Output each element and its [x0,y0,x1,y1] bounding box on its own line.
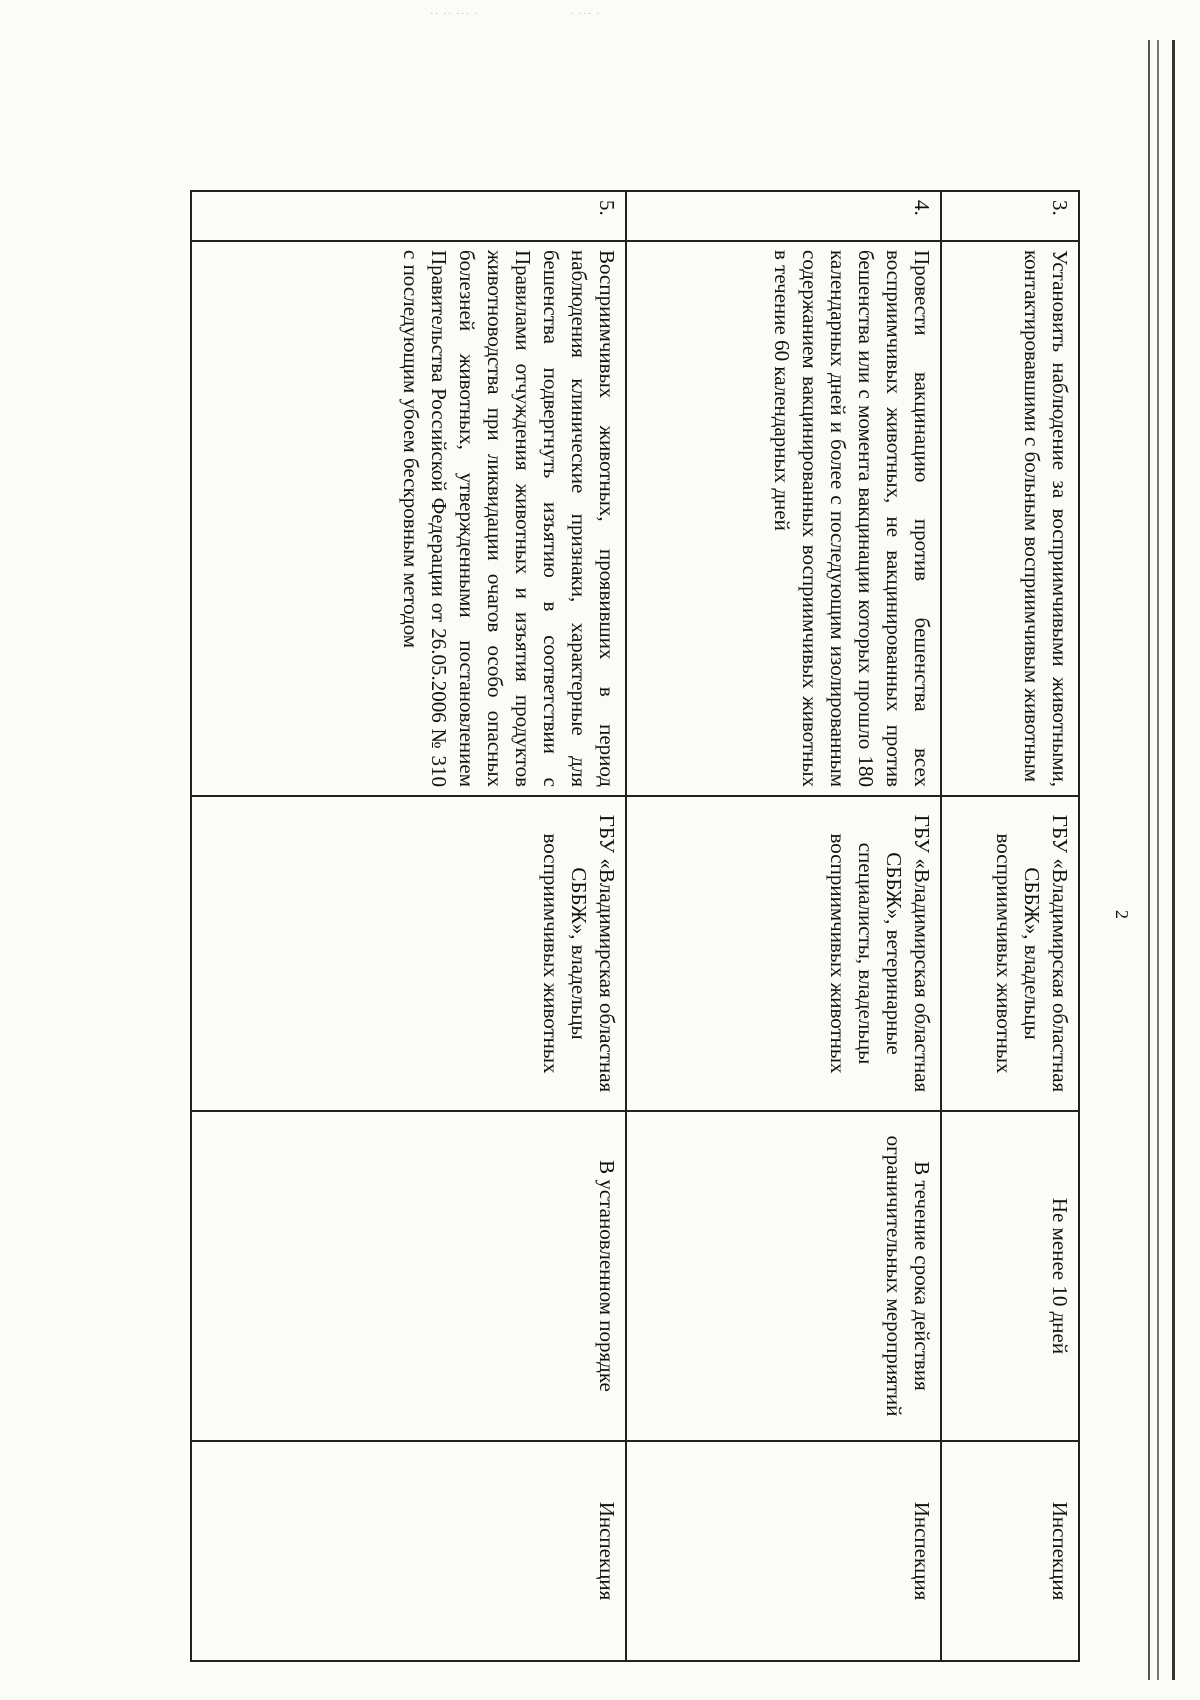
row-action: Провести вакцинацию против бешенства всех восприимчивых животных, не вакцинированных против бешенства или с момента вакцинации которых прошло 180 календарных дней и более с последующим изолированным содержанием вакцинированных восприимчивых животных в течение 60 календарных дней [626,241,941,796]
row-responsible: ГБУ «Владимирская областная СББЖ», ветеринарные специалисты, владельцы восприимчивых животных [626,796,941,1111]
row-action: Восприимчивых животных, проявивших в период наблюдения клинические признаки, характерные для бешенства подвергнуть изъятию в соответствии с Правилами отчуждения животных и изъятия продуктов животноводства при ликвидации очагов особо опасных болезней животных, утвержденными постановлением Правительства Российской Федерации от 26.05.2006 № 310 с последующим убоем бескровным методом [191,241,626,796]
binding-edge-lines [1148,40,1175,1680]
page-number: 2 [1112,910,1132,919]
rotated-page [130,190,1132,1660]
row-term: В установленном порядке [191,1111,626,1441]
table-row [191,191,626,1661]
row-term: Не менее 10 дней [941,1111,1079,1441]
row-responsible: ГБУ «Владимирская областная СББЖ», владельцы восприимчивых животных [191,796,626,1111]
row-term: В течение срока действия ограничительных мероприятий [626,1111,941,1441]
row-number: 5. [191,191,626,241]
measures-table [190,190,1080,1662]
row-responsible: ГБУ «Владимирская областная СББЖ», владельцы восприимчивых животных [941,796,1079,1111]
row-control: Инспекция [626,1441,941,1661]
scan-noise-top: ·· ·· ··· · [430,8,479,20]
row-control: Инспекция [191,1441,626,1661]
row-control: Инспекция [941,1441,1079,1661]
scan-noise-top-2: · ··· · [570,8,601,20]
row-action: Установить наблюдение за восприимчивыми животными, контактировавшими с больным восприимчивым животным [941,241,1079,796]
table-row [941,191,1079,1661]
row-number: 4. [626,191,941,241]
table-row [626,191,941,1661]
row-number: 3. [941,191,1079,241]
